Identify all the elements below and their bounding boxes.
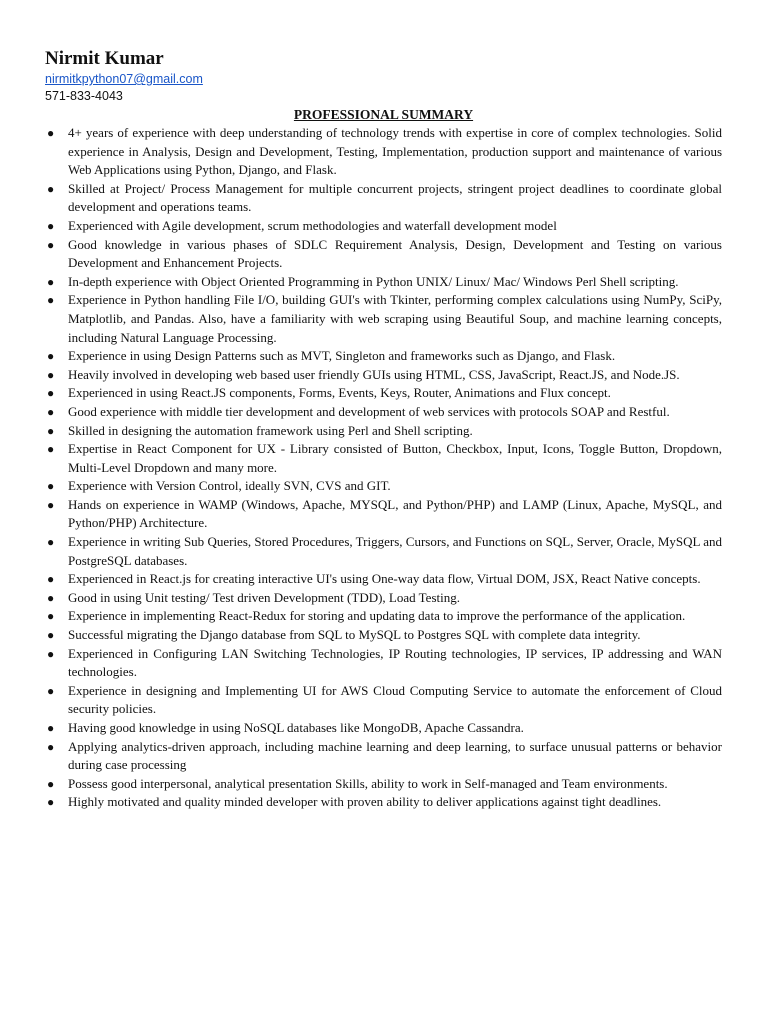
professional-summary-heading: PROFESSIONAL SUMMARY	[293, 107, 474, 122]
bullet-icon: ●	[47, 479, 55, 494]
bullet-icon: ●	[47, 795, 55, 810]
summary-item: ● Applying analytics-driven approach, including machine learning and deep learning, to surface unusual patterns or behavior during case processing	[47, 738, 722, 773]
phone-number: 571-833-4043	[45, 89, 123, 103]
bullet-icon: ●	[47, 404, 55, 419]
bullet-icon: ●	[47, 423, 55, 438]
summary-item: ● Possess good interpersonal, analytical presentation Skills, ability to work in Self-managed and Team environments.	[45, 775, 722, 794]
bullet-icon: ●	[47, 442, 55, 457]
bullet-icon: ●	[47, 609, 55, 624]
summary-item: ● In-depth experience with Object Oriented Programming in Python UNIX/ Linux/ Mac/ Windows Perl Shell scripting.	[45, 273, 722, 292]
bullet-icon: ●	[47, 293, 55, 308]
summary-list	[45, 124, 722, 812]
bullet-icon: ●	[47, 721, 55, 735]
bullet-icon: ●	[47, 535, 55, 550]
summary-item: ● Successful migrating the Django database from SQL to MySQL to Postgres SQL with complete data integrity.	[45, 626, 722, 645]
summary-item: ● Highly motivated and quality minded developer with proven ability to deliver applications against tight deadlines.	[45, 793, 722, 812]
bullet-icon: ●	[47, 274, 55, 289]
summary-item: ● Experienced in React.js for creating interactive UI's using One-way data flow, Virtual DOM, JSX, React Native concepts.	[45, 570, 722, 589]
summary-item: ● Experience in designing and Implementing UI for AWS Cloud Computing Service to automate the enforcement of Cloud security policies.	[47, 682, 722, 717]
bullet-icon: ●	[47, 497, 55, 512]
summary-item: ● Experience in Python handling File I/O, building GUI's with Tkinter, performing complex calculations using NumPy, SciPy, Matplotlib, and Pandas. Also, have a familiarity with web scraping using Beautiful Soup, and machine learning concepts, including Natural Language Processing.	[47, 292, 722, 345]
bullet-icon: ●	[47, 590, 55, 605]
bullet-icon: ●	[47, 572, 55, 587]
bullet-icon: ●	[47, 386, 55, 401]
email-link[interactable]: nirmitkpython07@gmail.com	[45, 72, 203, 86]
summary-item: ● Experience in writing Sub Queries, Stored Procedures, Triggers, Cursors, and Functions on SQL, Server, Oracle, MySQL and PostgreSQL databases.	[47, 534, 722, 568]
summary-item: ● Heavily involved in developing web based user friendly GUIs using HTML, CSS, JavaScript, React.JS, and Node.JS.	[45, 366, 722, 385]
summary-item: ● Experienced in using React.JS components, Forms, Events, Keys, Router, Animations and Flux concept.	[45, 384, 722, 403]
summary-item: ● Experienced in Configuring LAN Switching Technologies, IP Routing technologies, IP services, IP addressing and WAN technologies.	[47, 645, 722, 680]
bullet-icon: ●	[47, 181, 55, 196]
bullet-icon: ●	[47, 349, 55, 364]
summary-item: ● Experience with Version Control, ideally SVN, CVS and GIT.	[45, 477, 722, 496]
summary-item: ● Hands on experience in WAMP (Windows, Apache, MYSQL, and Python/PHP) and LAMP (Linux, Apache, MySQL, and Python/PHP) Architecture.	[47, 496, 722, 531]
summary-item: ● Expertise in React Component for UX - Library consisted of Button, Checkbox, Input, Icons, Toggle Button, Dropdown, Multi-Level Dropdown and many more.	[47, 441, 722, 475]
bullet-icon: ●	[47, 218, 55, 233]
bullet-icon: ●	[47, 683, 55, 698]
bullet-icon: ●	[47, 367, 55, 382]
summary-item: ● Good experience with middle tier development and development of web services with protocols SOAP and Restful.	[45, 403, 722, 422]
summary-item: ● 4+ years of experience with deep understanding of technology trends with expertise in core of complex technologies. Solid experience in Analysis, Design and Development, Testing, Implementation, production support and maintenance of various Web Applications using Python, Django, and Flask.	[47, 125, 722, 178]
bullet-icon: ●	[47, 126, 55, 140]
summary-item: ● Skilled in designing the automation framework using Perl and Shell scripting.	[45, 422, 722, 441]
summary-item: ● Good in using Unit testing/ Test driven Development (TDD), Load Testing.	[45, 589, 722, 608]
summary-item: ● Experience in using Design Patterns such as MVT, Singleton and frameworks such as Django, and Flask.	[45, 347, 722, 366]
bullet-icon: ●	[47, 237, 55, 252]
bullet-icon: ●	[47, 628, 55, 643]
bullet-icon: ●	[47, 776, 55, 791]
bullet-icon: ●	[47, 646, 55, 661]
bullet-icon: ●	[47, 739, 55, 754]
summary-item: ● Experience in implementing React-Redux for storing and updating data to improve the performance of the application.	[45, 607, 722, 626]
summary-item: ● Good knowledge in various phases of SDLC Requirement Analysis, Design, Development and Testing on various Development and Enhancement Projects.	[47, 236, 722, 271]
summary-item: ● Having good knowledge in using NoSQL databases like MongoDB, Apache Cassandra.	[45, 719, 722, 738]
summary-item: ● Experienced with Agile development, scrum methodologies and waterfall development model	[45, 217, 722, 236]
summary-item: ● Skilled at Project/ Process Management for multiple concurrent projects, stringent project deadlines to coordinate global development and operations teams.	[47, 180, 722, 215]
candidate-name: Nirmit Kumar	[45, 48, 164, 69]
